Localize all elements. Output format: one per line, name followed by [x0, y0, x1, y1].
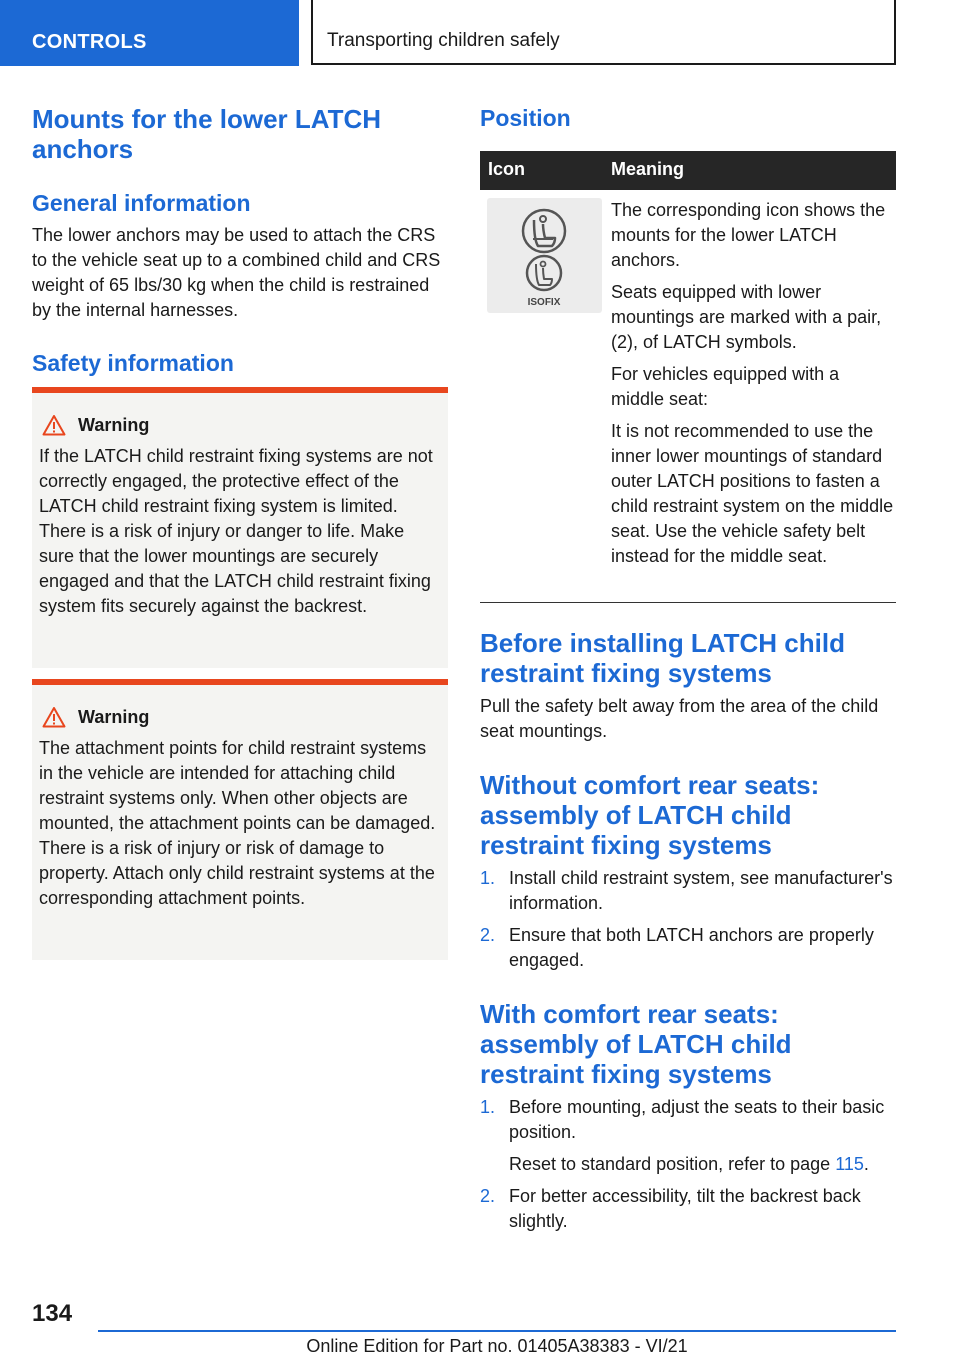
warning-label: Warning: [78, 415, 150, 435]
table-header: [480, 151, 896, 190]
list-item: [480, 1095, 896, 1177]
warning-title: [39, 705, 440, 729]
step-number: 1.: [480, 1097, 496, 1117]
meaning-paragraph: It is not recommended to use the inner lower mountings of standard outer LATCH positions to fasten a child restraint system on the middle seat. Use the vehicle safety belt instead for the middle seat.: [611, 421, 894, 566]
page-number: 134: [32, 1300, 73, 1327]
step-number: 1.: [480, 868, 496, 888]
without-comfort-steps: [480, 866, 896, 980]
child-seat-latch-icon: [487, 198, 602, 313]
step-text: Ensure that both LATCH anchors are properly engaged.: [509, 925, 874, 970]
page-reference-link[interactable]: 115: [835, 1154, 864, 1174]
step-text: Before mounting, adjust the seats to their basic position.: [509, 1097, 885, 1142]
with-comfort-steps: [480, 1095, 896, 1241]
meaning-cell: [611, 198, 896, 576]
warning-text: The attachment points for child restraint systems in the vehicle are intended for attaching child restraint systems only. When other objects are mounted, the attachment points can be damaged. There is a risk of injury or risk of damage to property. Attach only child restraint systems at the corresponding attachment points.: [39, 738, 436, 908]
meaning-paragraph: The corresponding icon shows the mounts for the lower LATCH anchors.: [611, 200, 886, 270]
column-header-meaning: Meaning: [611, 159, 685, 179]
safety-info-heading: Safety information: [32, 350, 234, 376]
table-bottom-rule: [480, 602, 896, 603]
column-header-icon: Icon: [488, 159, 526, 179]
edition-footer: Online Edition for Part no. 01405A38383 - VI/21: [306, 1336, 688, 1356]
warning-title: [39, 413, 440, 437]
general-info-heading: General information: [32, 190, 251, 216]
with-comfort-heading: With comfort rear seats: assembly of LATCH child restraint fixing systems: [480, 999, 792, 1089]
without-comfort-heading: Without comfort rear seats: assembly of LATCH child restraint fixing systems: [480, 770, 820, 860]
step-text: Install child restraint system, see manufacturer's information.: [509, 868, 893, 913]
footer-rule: [98, 1330, 896, 1332]
meaning-paragraph: Seats equipped with lower mountings are marked with a pair, (2), of LATCH symbols.: [611, 282, 882, 352]
section-tab: CONTROLS: [0, 0, 299, 66]
warning-triangle-icon: [42, 414, 66, 436]
step-text: For better accessibility, tilt the backrest back slightly.: [509, 1186, 861, 1231]
isofix-label: ISOFIX: [527, 297, 561, 308]
list-item: [480, 923, 896, 973]
before-installing-text: Pull the safety belt away from the area of the child seat mountings.: [480, 696, 879, 741]
warning-text: If the LATCH child restraint fixing systems are not correctly engaged, the protective effect of the LATCH child restraint fixing system is limited. There is a risk of injury or danger to life. Make sure that the lower mountings are securely engaged and that the LATCH child restraint fixing system fits securely against the backrest.: [39, 446, 433, 616]
general-info-text: The lower anchors may be used to attach the CRS to the vehicle seat up to a combined child and CRS weight of 65 lbs/30 kg when the child is restrained by the internal harnesses.: [32, 225, 441, 320]
position-heading: Position: [480, 105, 571, 131]
section-title: Mounts for the lower LATCH anchors: [32, 104, 382, 164]
reference-text: Reset to standard position, refer to page: [509, 1154, 836, 1174]
warning-triangle-icon: [42, 706, 66, 728]
before-installing-heading: Before installing LATCH child restraint fixing systems: [480, 628, 845, 688]
meaning-paragraph: For vehicles equipped with a middle seat:: [611, 364, 840, 409]
latch-symbol-image: [487, 198, 602, 313]
warning-box-2: [32, 679, 448, 960]
topic-header: Transporting children safely: [311, 0, 896, 65]
warning-label: Warning: [78, 707, 150, 727]
reference-end: .: [863, 1154, 869, 1174]
step-number: 2.: [480, 925, 496, 945]
list-item: [480, 866, 896, 916]
step-subtext: [509, 1152, 896, 1177]
warning-box-1: [32, 387, 448, 668]
list-item: [480, 1184, 896, 1234]
step-number: 2.: [480, 1186, 496, 1206]
